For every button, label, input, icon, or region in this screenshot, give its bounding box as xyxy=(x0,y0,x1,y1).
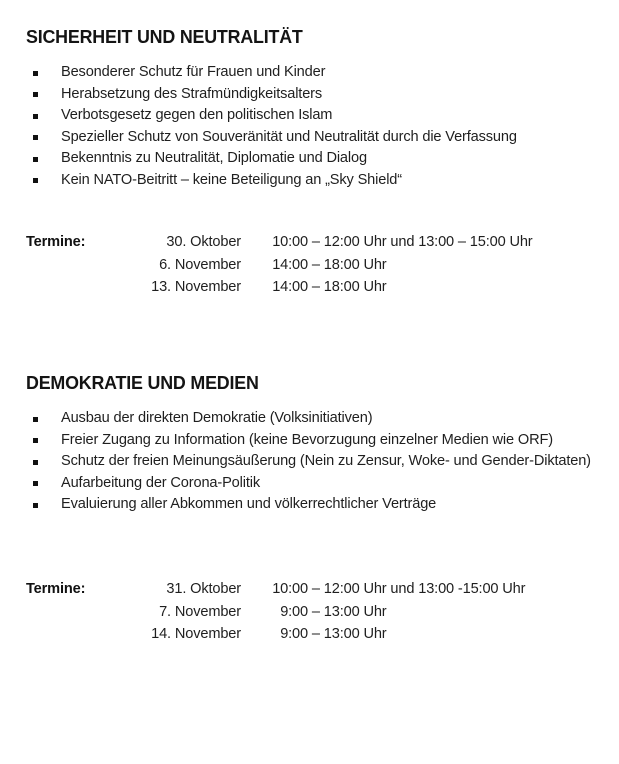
square-bullet-icon xyxy=(33,92,38,97)
table-row xyxy=(26,601,525,624)
list-item-label: Kein NATO-Beitritt – keine Beteiligung an „Sky Shield“ xyxy=(61,171,402,188)
list-item xyxy=(26,430,601,452)
termine-time-start: 10:00 xyxy=(272,234,308,250)
square-bullet-icon xyxy=(33,114,38,119)
list-item-label: Besonderer Schutz für Frauen und Kinder xyxy=(61,64,326,80)
section-heading: SICHERHEIT UND NEUTRALITÄT xyxy=(26,26,303,47)
square-bullet-icon xyxy=(33,135,38,140)
termine-time xyxy=(264,276,533,299)
square-bullet-icon xyxy=(33,460,38,465)
termine-table xyxy=(26,231,533,299)
square-bullet-icon xyxy=(33,481,38,486)
list-item xyxy=(26,170,601,192)
termine-time-rest: – 13:00 Uhr xyxy=(311,603,387,620)
list-item-label: Verbotsgesetz gegen den politischen Islam xyxy=(61,107,333,124)
list-item xyxy=(26,62,601,84)
termine-time-start: 9:00 xyxy=(280,603,308,620)
table-row xyxy=(26,623,525,646)
list-item-label: Herabsetzung des Strafmündigkeitsalters xyxy=(61,85,323,102)
termine-time-start: 9:00 xyxy=(280,626,308,642)
section-heading: DEMOKRATIE UND MEDIEN xyxy=(26,372,259,393)
termine-time-rest: – 18:00 Uhr xyxy=(311,256,387,273)
table-row xyxy=(26,578,525,601)
termine-date: 31. Oktober xyxy=(166,581,241,597)
termine-date: 6. November xyxy=(159,256,241,273)
termine-time-rest: – 12:00 Uhr und 13:00 -15:00 Uhr xyxy=(311,581,526,597)
termine-block xyxy=(26,231,533,299)
termine-time-start: 10:00 xyxy=(272,581,308,597)
list-item xyxy=(26,84,601,106)
termine-label-spacer xyxy=(26,254,112,277)
termine-date: 7. November xyxy=(159,603,241,620)
termine-table xyxy=(26,578,525,646)
bullet-list xyxy=(26,408,601,516)
square-bullet-icon xyxy=(33,71,38,76)
list-item-label: Aufarbeitung der Corona-Politik xyxy=(61,474,260,491)
square-bullet-icon xyxy=(33,417,38,422)
square-bullet-icon xyxy=(33,157,38,162)
termine-date: 30. Oktober xyxy=(166,234,241,250)
termine-date: 13. November xyxy=(151,279,241,295)
list-item xyxy=(26,148,601,170)
termine-time-start: 14:00 xyxy=(272,279,308,295)
list-item-label: Ausbau der direkten Demokratie (Volksinitiativen) xyxy=(61,410,373,426)
termine-time xyxy=(264,601,525,624)
termine-label-spacer xyxy=(26,601,112,624)
square-bullet-icon xyxy=(33,438,38,443)
termine-time-rest: – 12:00 Uhr und 13:00 – 15:00 Uhr xyxy=(311,234,533,250)
square-bullet-icon xyxy=(33,178,38,183)
termine-time-rest: – 13:00 Uhr xyxy=(311,626,387,642)
list-item xyxy=(26,105,601,127)
list-item-label: Spezieller Schutz von Souveränität und Neutralität durch die Verfassung xyxy=(61,128,517,145)
termine-block xyxy=(26,578,525,646)
termine-time-start: 14:00 xyxy=(272,256,308,273)
termine-time xyxy=(264,578,525,601)
termine-time xyxy=(264,623,525,646)
list-item xyxy=(26,127,601,149)
section-sicherheit-und-neutralitaet xyxy=(26,26,601,192)
termine-time-rest: – 18:00 Uhr xyxy=(311,279,387,295)
termine-label-spacer xyxy=(26,623,112,646)
bullet-list xyxy=(26,62,601,192)
list-item xyxy=(26,408,601,430)
list-item-label: Freier Zugang zu Information (keine Bevorzugung einzelner Medien wie ORF) xyxy=(61,431,553,448)
section-demokratie-und-medien xyxy=(26,372,601,516)
table-row xyxy=(26,254,533,277)
termine-time xyxy=(264,254,533,277)
termine-label: Termine: xyxy=(26,234,86,250)
termine-label: Termine: xyxy=(26,581,86,597)
table-row xyxy=(26,231,533,254)
list-item xyxy=(26,473,601,495)
list-item xyxy=(26,494,601,516)
termine-date: 14. November xyxy=(151,626,241,642)
table-row xyxy=(26,276,533,299)
termine-label-spacer xyxy=(26,276,112,299)
square-bullet-icon xyxy=(33,503,38,508)
termine-time xyxy=(264,231,533,254)
list-item-label: Bekenntnis zu Neutralität, Diplomatie und Dialog xyxy=(61,150,367,167)
list-item-label: Schutz der freien Meinungsäußerung (Nein zu Zensur, Woke- und Gender-Diktaten) xyxy=(61,453,591,470)
list-item-label: Evaluierung aller Abkommen und völkerrechtlicher Verträge xyxy=(61,496,437,513)
list-item xyxy=(26,451,601,473)
